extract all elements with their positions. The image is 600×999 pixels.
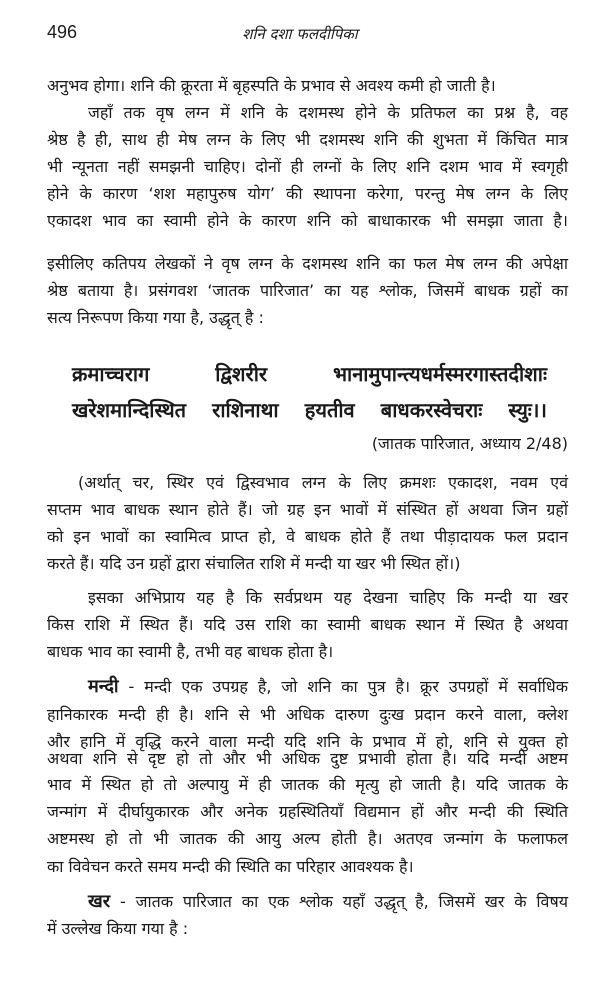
term-khar: खर (88, 891, 111, 912)
text-line: में उल्लेख किया गया है : (47, 919, 189, 938)
text-line: को इन भावों का स्वामित्व प्राप्त हो, वे बाधक होते हैं तथा पीड़ादायक फल प्रदान (47, 527, 568, 546)
text-line: सप्तम भाव बाधक स्थान होते हैं। जो ग्रह इन भावों में संस्थित हों अथवा जिन ग्रहों (47, 500, 568, 519)
text-line: भी न्यूनता नहीं समझनी चाहिए। दोनों ही लग्नों के लिए शनि दशम भाव में स्वगृही (47, 157, 568, 176)
text-line: भाव में स्थित हो तो अल्पायु में ही जातक की मृत्यु हो जाती है। यदि जातक के (47, 775, 568, 794)
text-line: इसीलिए कतिपय लेखकों ने वृष लग्न के दशमस्थ शनि का फल मेष लग्न की अपेक्षा (47, 254, 568, 273)
text-line: श्रेष्ठ है ही, साथ ही मेष लग्न के लिए भी दशमस्थ शनि की शुभता में किंचित मात्र (47, 130, 568, 149)
running-title: शनि दशा फलदीपिका (242, 25, 358, 43)
text-line: बाधक भाव का स्वामी है, तभी वह बाधक होता है। (47, 642, 334, 661)
text-line: अथवा शनि से दृष्ट हो तो और भी अधिक दुष्ट प्रभावी होता है। यदि मन्दी अष्टम (47, 749, 568, 768)
text-line: हानिकारक मन्दी ही है। शनि से भी अधिक दारुण दुःख प्रदान करने वाला, क्लेश (47, 705, 568, 724)
text-line: जन्मांग में दीर्घायुकारक और अनेक ग्रहस्थितियाँ विद्यमान हों और मन्दी की स्थिति (47, 802, 568, 821)
khar-first-line: - जातक पारिजात का एक श्लोक यहाँ उद्धृत् है, जिसमें खर के विषय (119, 892, 568, 911)
text-line: का विवेचन करते समय मन्दी की स्थिति का परिहार आवश्यक है। (47, 857, 414, 876)
text-line: अनुभव होगा। शनि की क्रूरता में बृहस्पति के प्रभाव से अवश्य कमी हो जाती है। (47, 76, 496, 95)
text-line: करते हैं। यदि उन ग्रहों द्वारा संचालित राशि में मन्दी या खर भी स्थित हों।) (47, 554, 461, 573)
text-line (88, 676, 568, 698)
text-line: अष्टमस्थ हो तो भी जातक की आयु अल्प होती है। अतएव जन्मांग के फलाफल (47, 829, 568, 848)
text-line (88, 891, 568, 913)
text-line: (अर्थात् चर, स्थिर एवं द्विस्वभाव लग्न के लिए क्रमशः एकादश, नवम एवं (78, 473, 568, 492)
shloka-line: क्रमाच्चराग द्विशरीर भानामुपान्त्यधर्मस्मरगास्तदीशाः (72, 362, 547, 386)
text-line: सत्य निरूपण किया गया है, उद्धृत् है : (47, 308, 264, 327)
citation: (जातक पारिजात, अध्याय 2/48) (371, 434, 568, 453)
text-line: जहाँ तक वृष लग्न में शनि के दशमस्थ होने के प्रतिफल का प्रश्न है, वह (88, 103, 568, 122)
text-line: और हानि में वृद्धि करने वाला मन्दी यदि शनि के प्रभाव में हो, शनि से युक्त हो (47, 732, 568, 751)
text-line: किस राशि में स्थित हैं। यदि उस राशि का स्वामी बाधक स्थान में स्थित है अथवा (47, 615, 568, 634)
text-line: एकादश भाव का स्वामी होने के कारण शनि को बाधाकारक भी समझा जाता है। (47, 211, 568, 230)
text-line: इसका अभिप्राय यह है कि सर्वप्रथम यह देखना चाहिए कि मन्दी या खर (88, 588, 568, 607)
text-line: श्रेष्ठ बताया है। प्रसंगवश ‘जातक पारिजात’ का यह श्लोक, जिसमें बाधक ग्रहों का (47, 281, 568, 300)
mandi-first-line: - मन्दी एक उपग्रह है, जो शनि का पुत्र है। क्रूर उपग्रहों में सर्वाधिक (128, 677, 568, 696)
text-line: होने के कारण ‘शश महापुरुष योग’ की स्थापना करेगा, परन्तु मेष लग्न के लिए (47, 184, 568, 203)
page-number: 496 (47, 22, 78, 42)
term-mandi: मन्दी (88, 676, 119, 697)
shloka-line: खरेशमान्दिस्थित राशिनाथा हयतीव बाधकरस्वेचराः स्युः।। (72, 398, 547, 422)
